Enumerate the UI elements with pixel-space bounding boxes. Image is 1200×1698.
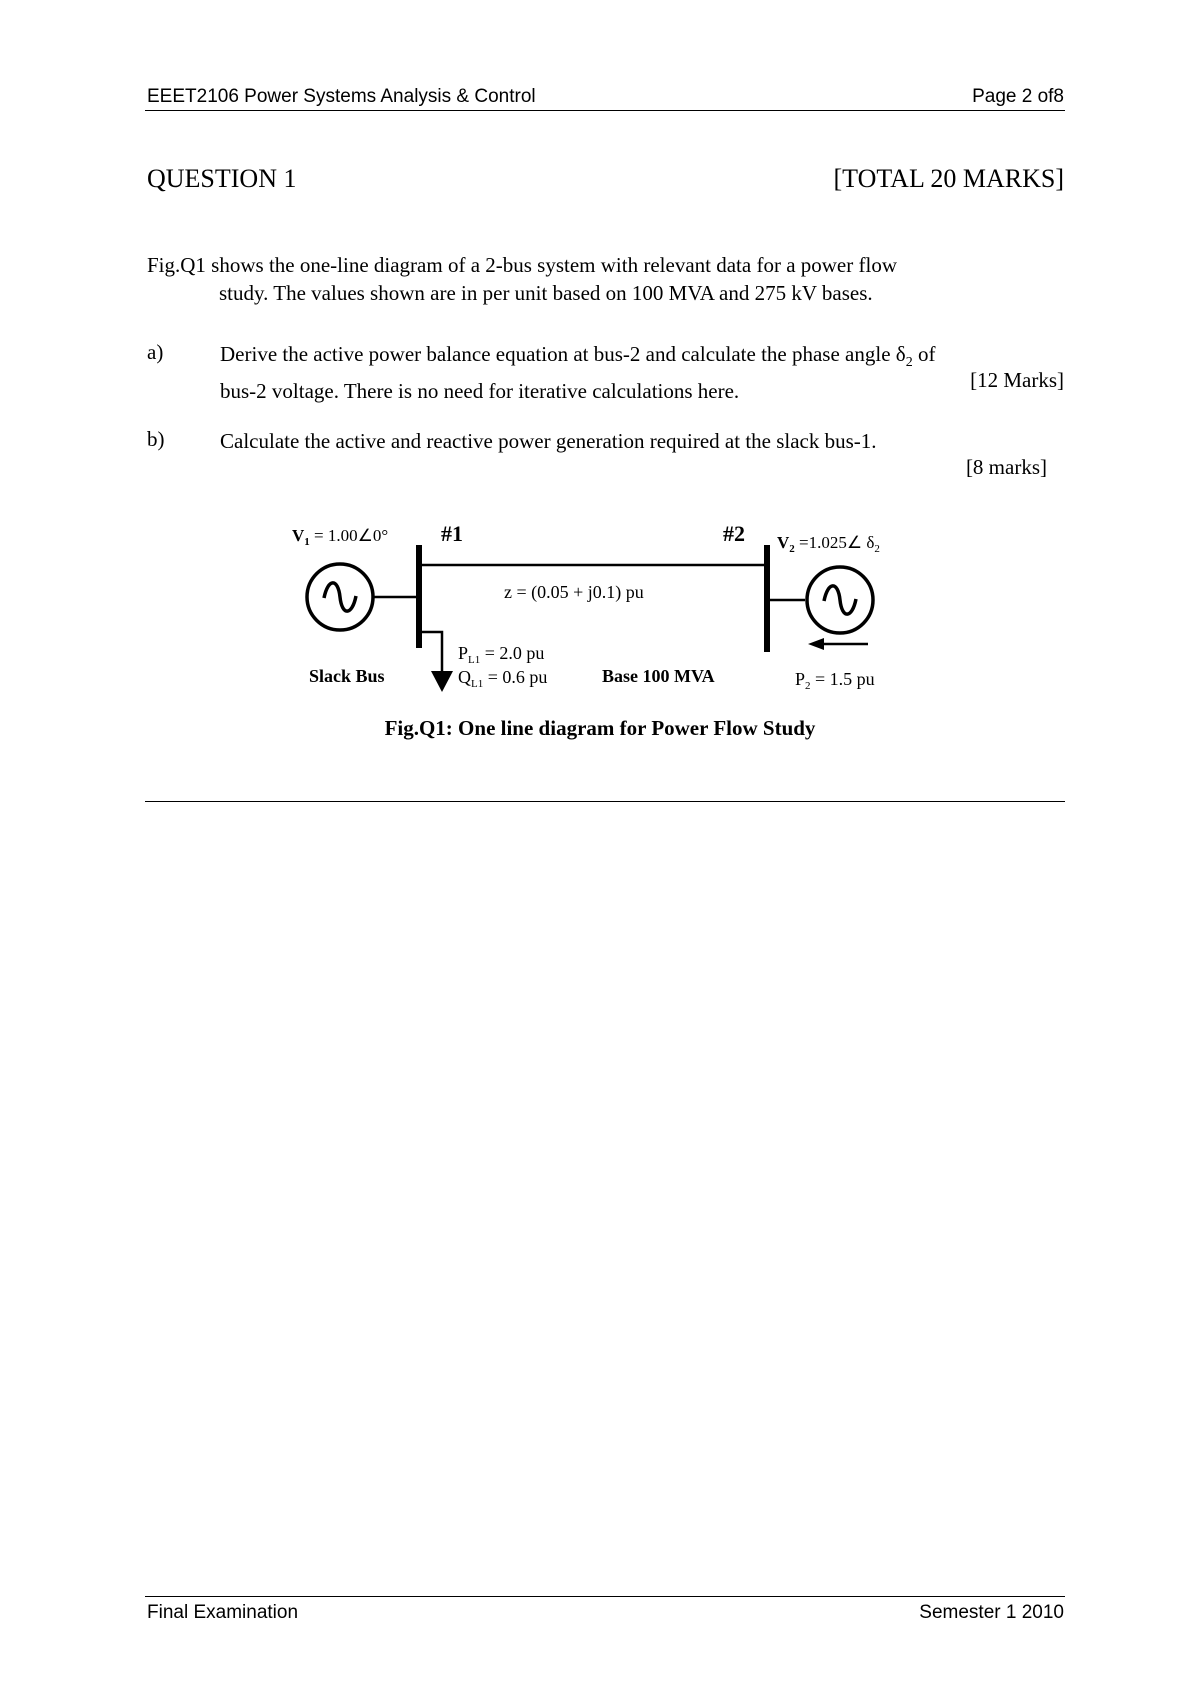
base-mva-label: Base 100 MVA [602,666,715,686]
bus-1-label: #1 [441,521,463,546]
part-a-marks: [12 Marks] [970,368,1064,392]
p2-label: $P_2 = 1.5$ pu [795,669,875,692]
part-b-marks: [8 marks] [965,455,1047,479]
slack-bus-label: Slack Bus [309,666,385,686]
sine-wave-2-icon [824,586,856,614]
load-line [419,632,442,672]
v2-label: $V_2$ =1.025∠ $\delta_2$ [777,533,880,555]
v1-label: $V_1$ = 1.00∠0° [292,526,389,548]
figure-caption: Fig.Q1: One line diagram for Power Flow Study [384,716,816,740]
question-total-marks: [TOTAL 20 MARKS] [833,164,1064,193]
footer-semester: Semester 1 2010 [919,1602,1064,1623]
impedance-label: z = (0.05 + j0.1) pu [504,582,644,602]
header-page-number: Page 2 of8 [972,86,1064,107]
ql1-label: $Q_{L1} = 0.6$ pu [458,667,548,690]
sine-wave-1-icon [324,583,356,611]
question-end-divider [145,801,1065,802]
part-a-label: a) [147,340,164,364]
delta-subscript: 2 [905,355,913,371]
intro-line-2: study. The values shown are in per unit based on 100 MVA and 275 kV bases. [219,281,873,305]
intro-line-1: Fig.Q1 shows the one-line diagram of a 2-bus system with relevant data for a power flow [147,253,897,277]
delta-symbol: δ [895,342,906,366]
part-b-label: b) [147,427,165,451]
part-b-text: Calculate the active and reactive power generation required at the slack bus-1. [220,429,877,453]
part-a-text-pre: Derive the active power balance equation at bus-2 and calculate the phase angle [220,342,896,366]
footer-exam-name: Final Examination [147,1602,299,1623]
question-title: QUESTION 1 [147,164,297,193]
footer-divider [145,1596,1065,1597]
pl1-label: $P_{L1} = 2.0$ pu [458,643,545,666]
header-course: EEET2106 Power Systems Analysis & Control [147,86,536,107]
part-a-text-post: of [912,342,936,366]
load-arrow-icon [431,671,453,692]
injection-arrow-icon [808,638,824,650]
part-a-line-2: bus-2 voltage. There is no need for iterative calculations here. [220,379,740,404]
bus-2-label: #2 [723,521,745,546]
